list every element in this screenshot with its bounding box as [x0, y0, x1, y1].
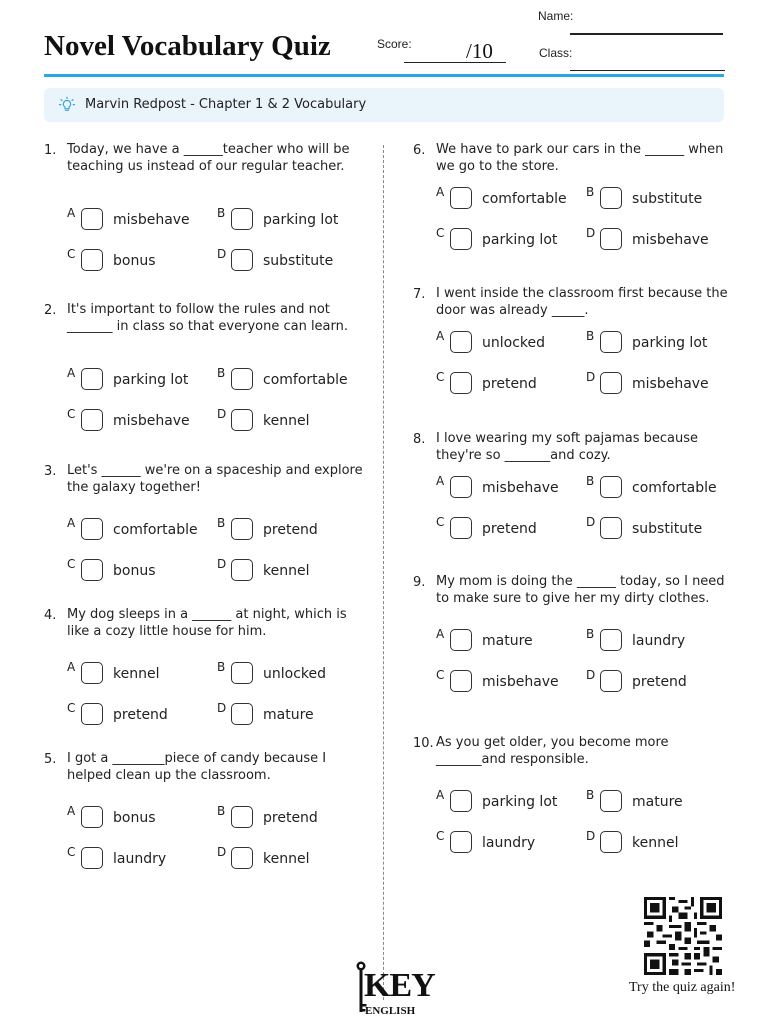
option-label: parking lot: [482, 232, 558, 248]
class-field[interactable]: [570, 70, 725, 71]
banner-text: Marvin Redpost - Chapter 1 & 2 Vocabulary: [85, 97, 367, 112]
answer-option-b[interactable]: [217, 206, 367, 236]
question-number: 3.: [44, 464, 57, 479]
answer-option-b[interactable]: [586, 788, 736, 818]
option-label: mature: [482, 633, 533, 649]
answer-option-d[interactable]: [586, 515, 736, 545]
option-letter: A: [436, 185, 445, 199]
column-divider: [383, 145, 384, 1000]
quiz-title: Novel Vocabulary Quiz: [44, 30, 331, 62]
option-label: pretend: [482, 376, 537, 392]
question-10: [413, 735, 743, 865]
answer-checkbox[interactable]: [231, 559, 253, 581]
option-label: misbehave: [482, 674, 559, 690]
option-label: misbehave: [632, 376, 709, 392]
option-label: kennel: [263, 413, 310, 429]
question-text: My dog sleeps in a ______ at night, which is like a cozy little house for him.: [67, 607, 347, 639]
answer-checkbox[interactable]: [450, 372, 472, 394]
answer-option-a[interactable]: [67, 206, 217, 236]
name-field[interactable]: [570, 33, 723, 35]
question-number: 7.: [413, 287, 426, 302]
question-1: [44, 142, 374, 272]
answer-checkbox[interactable]: [81, 847, 103, 869]
answer-option-c[interactable]: [67, 557, 217, 587]
option-label: comfortable: [113, 522, 198, 538]
option-letter: C: [436, 515, 445, 529]
answer-option-c[interactable]: [436, 370, 586, 400]
option-label: kennel: [113, 666, 160, 682]
question-number: 9.: [413, 575, 426, 590]
answer-checkbox[interactable]: [81, 806, 103, 828]
option-letter: B: [217, 804, 226, 818]
answer-option-b[interactable]: [586, 474, 736, 504]
answer-checkbox[interactable]: [600, 187, 622, 209]
answer-checkbox[interactable]: [231, 847, 253, 869]
name-label: Name:: [538, 9, 574, 23]
option-label: parking lot: [482, 794, 558, 810]
answer-checkbox[interactable]: [81, 518, 103, 540]
answer-checkbox[interactable]: [600, 629, 622, 651]
answer-option-b[interactable]: [217, 516, 367, 546]
option-letter: C: [67, 407, 76, 421]
answer-option-d[interactable]: [586, 370, 736, 400]
answer-option-d[interactable]: [217, 557, 367, 587]
option-letter: A: [67, 366, 76, 380]
answer-option-b[interactable]: [586, 329, 736, 359]
answer-checkbox[interactable]: [81, 703, 103, 725]
answer-option-c[interactable]: [67, 407, 217, 437]
qr-caption: Try the quiz again!: [629, 980, 736, 995]
option-letter: C: [436, 370, 445, 384]
svg-text:KEY: KEY: [364, 967, 435, 1004]
option-letter: D: [217, 247, 227, 261]
option-letter: A: [67, 660, 76, 674]
option-label: substitute: [632, 521, 703, 537]
answer-option-a[interactable]: [436, 185, 586, 215]
option-letter: D: [217, 407, 227, 421]
question-number: 8.: [413, 432, 426, 447]
answer-checkbox[interactable]: [450, 228, 472, 250]
answer-option-a[interactable]: [67, 516, 217, 546]
answer-checkbox[interactable]: [600, 331, 622, 353]
answer-option-c[interactable]: [67, 247, 217, 277]
option-letter: B: [586, 185, 595, 199]
option-label: mature: [632, 794, 683, 810]
option-letter: A: [436, 474, 445, 488]
answer-checkbox[interactable]: [231, 249, 253, 271]
class-label: Class:: [539, 46, 573, 60]
option-letter: B: [217, 206, 226, 220]
question-9: [413, 574, 743, 704]
option-label: misbehave: [632, 232, 709, 248]
question-number: 6.: [413, 143, 426, 158]
option-letter: A: [67, 804, 76, 818]
question-2: [44, 302, 374, 432]
answer-option-a[interactable]: [67, 660, 217, 690]
header-divider: [44, 74, 724, 77]
score-label: Score:: [377, 37, 412, 51]
question-text: My mom is doing the ______ today, so I need to make sure to give her my dirty clothes.: [436, 574, 725, 606]
option-label: laundry: [482, 835, 536, 851]
option-label: comfortable: [482, 191, 567, 207]
option-letter: D: [586, 515, 596, 529]
answer-option-c[interactable]: [67, 701, 217, 731]
option-letter: A: [436, 329, 445, 343]
lightbulb-icon: [58, 96, 76, 114]
key-english-logo-icon: [354, 960, 435, 1018]
answer-option-c[interactable]: [67, 845, 217, 875]
option-letter: C: [67, 845, 76, 859]
question-number: 4.: [44, 608, 57, 623]
question-text: Let's ______ we're on a spaceship and explore the galaxy together!: [67, 463, 363, 495]
question-number: 2.: [44, 303, 57, 318]
answer-checkbox[interactable]: [81, 409, 103, 431]
option-label: pretend: [113, 707, 168, 723]
answer-option-d[interactable]: [586, 668, 736, 698]
question-6: [413, 142, 743, 272]
answer-checkbox[interactable]: [450, 629, 472, 651]
answer-checkbox[interactable]: [231, 518, 253, 540]
answer-checkbox[interactable]: [600, 831, 622, 853]
option-letter: D: [586, 829, 596, 843]
answer-option-a[interactable]: [67, 366, 217, 396]
option-label: unlocked: [482, 335, 546, 351]
answer-option-d[interactable]: [217, 407, 367, 437]
option-letter: B: [586, 329, 595, 343]
answer-checkbox[interactable]: [231, 662, 253, 684]
answer-checkbox[interactable]: [450, 476, 472, 498]
option-letter: A: [436, 788, 445, 802]
option-letter: A: [67, 516, 76, 530]
option-letter: B: [586, 627, 595, 641]
option-label: comfortable: [632, 480, 717, 496]
question-4: [44, 607, 374, 737]
option-label: pretend: [263, 810, 318, 826]
answer-checkbox[interactable]: [81, 249, 103, 271]
answer-checkbox[interactable]: [450, 187, 472, 209]
answer-checkbox[interactable]: [450, 517, 472, 539]
option-label: kennel: [632, 835, 679, 851]
answer-option-b[interactable]: [586, 627, 736, 657]
answer-option-c[interactable]: [436, 515, 586, 545]
option-label: substitute: [263, 253, 334, 269]
question-text: It's important to follow the rules and not _______ in class so that everyone can learn.: [67, 302, 349, 334]
question-7: [413, 286, 743, 416]
answer-checkbox[interactable]: [450, 670, 472, 692]
answer-option-d[interactable]: [217, 845, 367, 875]
answer-option-d[interactable]: [217, 247, 367, 277]
option-label: kennel: [263, 563, 310, 579]
option-letter: B: [217, 660, 226, 674]
answer-checkbox[interactable]: [600, 670, 622, 692]
question-number: 1.: [44, 143, 57, 158]
option-letter: B: [586, 788, 595, 802]
answer-option-a[interactable]: [67, 804, 217, 834]
answer-option-d[interactable]: [586, 226, 736, 256]
question-text: I went inside the classroom first because the door was already _____.: [436, 286, 728, 318]
answer-option-d[interactable]: [217, 701, 367, 731]
option-label: mature: [263, 707, 314, 723]
option-letter: D: [586, 226, 596, 240]
question-5: [44, 751, 374, 881]
answer-option-b[interactable]: [217, 804, 367, 834]
answer-checkbox[interactable]: [81, 368, 103, 390]
option-letter: A: [436, 627, 445, 641]
answer-checkbox[interactable]: [600, 517, 622, 539]
question-3: [44, 463, 374, 593]
option-label: bonus: [113, 253, 156, 269]
question-text: Today, we have a ______teacher who will be teaching us instead of our regular teacher.: [67, 142, 350, 174]
score-total: /10: [466, 39, 493, 63]
answer-option-b[interactable]: [586, 185, 736, 215]
option-label: bonus: [113, 810, 156, 826]
option-label: parking lot: [113, 372, 189, 388]
option-letter: C: [436, 226, 445, 240]
question-number: 5.: [44, 752, 57, 767]
answer-checkbox[interactable]: [231, 208, 253, 230]
option-letter: B: [586, 474, 595, 488]
answer-checkbox[interactable]: [600, 476, 622, 498]
option-label: pretend: [263, 522, 318, 538]
answer-checkbox[interactable]: [450, 831, 472, 853]
option-label: kennel: [263, 851, 310, 867]
option-letter: C: [436, 829, 445, 843]
answer-option-b[interactable]: [217, 660, 367, 690]
answer-option-a[interactable]: [436, 627, 586, 657]
answer-checkbox[interactable]: [81, 208, 103, 230]
option-label: bonus: [113, 563, 156, 579]
answer-option-a[interactable]: [436, 474, 586, 504]
option-label: misbehave: [482, 480, 559, 496]
option-label: pretend: [632, 674, 687, 690]
answer-checkbox[interactable]: [231, 703, 253, 725]
option-label: comfortable: [263, 372, 348, 388]
option-label: pretend: [482, 521, 537, 537]
answer-checkbox[interactable]: [450, 790, 472, 812]
option-letter: C: [67, 701, 76, 715]
answer-checkbox[interactable]: [81, 662, 103, 684]
option-label: misbehave: [113, 212, 190, 228]
option-letter: C: [436, 668, 445, 682]
answer-checkbox[interactable]: [231, 409, 253, 431]
answer-checkbox[interactable]: [600, 228, 622, 250]
option-letter: D: [217, 557, 227, 571]
option-label: unlocked: [263, 666, 327, 682]
option-letter: D: [586, 668, 596, 682]
answer-option-d[interactable]: [586, 829, 736, 859]
question-number: 10.: [413, 736, 434, 751]
answer-checkbox[interactable]: [231, 368, 253, 390]
answer-option-a[interactable]: [436, 788, 586, 818]
answer-checkbox[interactable]: [600, 790, 622, 812]
answer-checkbox[interactable]: [231, 806, 253, 828]
answer-option-c[interactable]: [436, 668, 586, 698]
option-letter: C: [67, 247, 76, 261]
option-letter: B: [217, 516, 226, 530]
answer-option-c[interactable]: [436, 226, 586, 256]
option-letter: C: [67, 557, 76, 571]
answer-option-c[interactable]: [436, 829, 586, 859]
answer-checkbox[interactable]: [450, 331, 472, 353]
option-letter: D: [217, 845, 227, 859]
svg-text:ENGLISH: ENGLISH: [365, 1005, 416, 1017]
question-text: I love wearing my soft pajamas because they're so _______and cozy.: [436, 431, 699, 463]
option-label: parking lot: [632, 335, 708, 351]
question-text: I got a ________piece of candy because I helped clean up the classroom.: [67, 751, 327, 783]
option-letter: D: [217, 701, 227, 715]
question-text: We have to park our cars in the ______ when we go to the store.: [436, 142, 724, 174]
option-letter: D: [586, 370, 596, 384]
option-label: substitute: [632, 191, 703, 207]
option-label: laundry: [113, 851, 167, 867]
answer-option-a[interactable]: [436, 329, 586, 359]
option-letter: A: [67, 206, 76, 220]
answer-checkbox[interactable]: [600, 372, 622, 394]
question-8: [413, 431, 743, 561]
option-label: parking lot: [263, 212, 339, 228]
option-label: misbehave: [113, 413, 190, 429]
answer-option-b[interactable]: [217, 366, 367, 396]
qr-code-icon[interactable]: [642, 897, 724, 975]
question-text: As you get older, you become more _______and responsible.: [436, 735, 669, 767]
option-letter: B: [217, 366, 226, 380]
option-label: laundry: [632, 633, 686, 649]
chapter-banner: [44, 88, 724, 122]
answer-checkbox[interactable]: [81, 559, 103, 581]
